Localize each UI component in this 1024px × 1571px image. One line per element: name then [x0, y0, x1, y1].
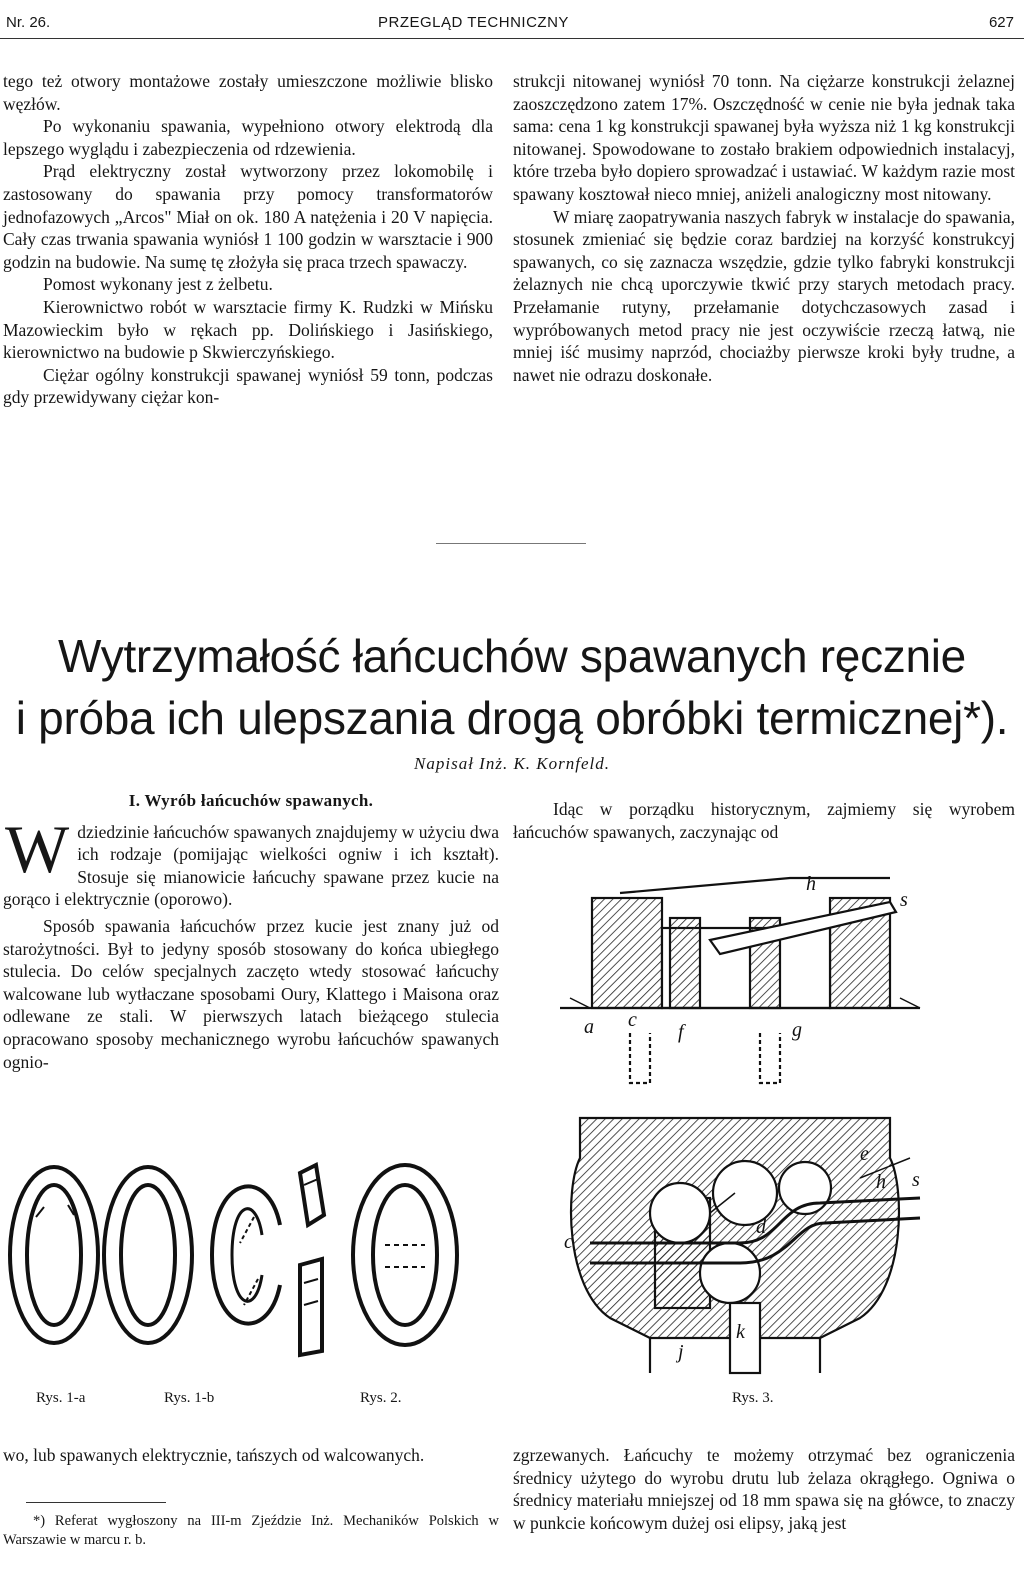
figure-label: d: [756, 1216, 766, 1238]
paragraph: W miarę zaopatrywania naszych fabryk w instalacje do spawania, stosunek zmieniać się będzie coraz bardziej na korzyść konstrukcyj spawanych, co się zaznacza wszędzie, gdzie tylko fabryki konstrukcji żelaznych nie chcą uporczywie tkwić przy starych metodach pracy. Przełamanie rutyny, przełamanie dotychczasowych zasad i wypróbowanych metod pracy nie jest oczywiście rzeczą łatwą, nie mniej iść musimy naprzód, chociażby pierwsze kroki były trudne, a nawet nie odrazu doskonałe.: [513, 206, 1015, 385]
weld-mark: [240, 1217, 258, 1305]
paragraph: Po wykonaniu spawania, wypełniono otwory elektrodą dla lepszego wyglądu i zabezpieczenia od rdzewienia.: [3, 116, 493, 159]
chain-link-drawing: [373, 1185, 437, 1325]
electrode: [670, 918, 700, 1008]
rod-drawing: [304, 1279, 318, 1305]
figure-label: e: [860, 1143, 869, 1165]
footnote: [3, 1512, 499, 1550]
top-plate: [620, 878, 890, 893]
section-divider: [436, 543, 586, 544]
roller: [713, 1161, 777, 1225]
page-number: 627: [988, 14, 1014, 31]
chain-link-drawing: [232, 1209, 262, 1301]
figure-label: k: [736, 1321, 745, 1343]
rod-drawing: [300, 1259, 322, 1355]
section-left-column: [3, 790, 499, 1073]
chain-link-drawing: [212, 1186, 280, 1323]
paragraph: tego też otwory montażowe zostały umieszczone możliwie blisko węzłów.: [3, 71, 493, 114]
rod-drawing: [304, 1179, 318, 1185]
welding-apparatus-figure: [560, 858, 980, 1383]
bottom-right-column: [513, 1444, 1015, 1534]
chain-link-drawing: [353, 1165, 457, 1345]
figure-caption: Rys. 3.: [732, 1390, 774, 1406]
paragraph: Sposób spawania łańcuchów przez kucie jest znany już od starożytności. Był to jedyny sposób stosowany do końca ubiegłego stulecia. Do celów specjalnych zaczęto wtedy stosować łańcuchy walcowane lub wytłaczane sposobami Oury, Klattego i Maisona oraz odlewane ze stali. W pierwszych latach bieżącego stulecia opracowano sposoby mechanicznego wyrobu łańcuchów spawanych ognio-: [3, 915, 499, 1072]
figure-label: j: [678, 1341, 684, 1363]
figure-caption: Rys. 1-b: [164, 1390, 215, 1406]
clamp-jaw: [592, 898, 662, 1008]
roller: [650, 1183, 710, 1243]
figure-label: c: [564, 1231, 573, 1253]
plunger: [730, 1303, 760, 1373]
section-right-column: [513, 790, 1015, 843]
paragraph: dziedzinie łańcuchów spawanych znajdujemy w użyciu dwa ich rodzaje (pomijając wielkości ogniw i ich kształt). Stosuje się mianowicie łańcuchy spawane przez kucie na gorąco i elektrycznie (oporowo).: [3, 821, 499, 910]
figure-label: s: [900, 889, 908, 911]
paragraph: Prąd elektryczny został wytworzony przez lokomobilę i zastosowany do spawania przy pomocy transformatorów jednofazowych „Arcos" Miał on ok. 180 A natężenia i 20 V napięcia. Cały czas trwania spawania wyniósł 1 100 godzin w warsztacie i 900 godzin na budowie. Na sumę tę złożyła się praca trzech spawaczy.: [3, 161, 493, 272]
link-outline: [630, 1033, 780, 1083]
bottom-left-column: [3, 1444, 499, 1467]
section-heading: I. Wyrób łańcuchów spawanych.: [128, 791, 374, 810]
figure-label: a: [584, 1016, 594, 1038]
footnote-rule: [26, 1502, 166, 1503]
paragraph: Idąc w porządku historycznym, zajmiemy się wyrobem łańcuchów spawanych, zaczynając od: [513, 799, 1015, 842]
top-left-column: [3, 70, 493, 409]
chain-link-drawing: [104, 1167, 192, 1343]
chain-link-figures: [0, 1155, 510, 1380]
figure-label: s: [912, 1169, 920, 1191]
footnote-text: *) Referat wygłoszony na III-m Zjeździe Inż. Mechaników Polskich w Warszawie w marcu r. b.: [3, 1513, 499, 1548]
weld-mark: [36, 1205, 74, 1217]
figure-label: c: [628, 1009, 637, 1031]
figure-caption: Rys. 2.: [360, 1390, 402, 1406]
header-rule: [0, 38, 1024, 39]
chain-link-drawing: [121, 1185, 175, 1325]
weld-mark: [385, 1245, 425, 1267]
figure-caption: Rys. 1-a: [36, 1390, 86, 1406]
paragraph: Ciężar ogólny konstrukcji spawanej wyniósł 59 tonn, podczas gdy przewidywany ciężar kon-: [3, 364, 493, 408]
chain-link-drawing: [27, 1185, 81, 1325]
roller: [700, 1243, 760, 1303]
paragraph: Kierownictwo robót w warsztacie firmy K. Rudzki w Mińsku Mazowieckim było w rękach pp. Dolińskiego i Jasińskiego, kierownictwo na budowie p Skwierczyńskiego.: [3, 296, 493, 363]
paragraph: strukcji nitowanej wyniósł 70 tonn. Na ciężarze konstrukcji żelaznej zaoszczędzono zatem 17%. Oszczędność w cenie nie była jednak taka sama: cena 1 kg konstrukcji spawanej była wyższa niż 1 kg konstrukcji nitowanej. Spowodowane to zostało brakiem odpowiednich instalacyj, które trzeba było dopiero sprowadzać i ustawiać. W każdym razie most spawany kosztował nieco mniej, aniżeli analogiczny most nitowany.: [513, 71, 1015, 204]
page-header: [6, 14, 1018, 36]
figure-label: h: [806, 873, 816, 895]
figure-label: g: [792, 1019, 802, 1041]
journal-title: PRZEGLĄD TECHNICZNY: [378, 14, 569, 31]
paragraph: zgrzewanych. Łańcuchy te możemy otrzymać bez ograniczenia średnicy użytego do wyrobu drutu lub żelaza okrągłego. Ogniwa o średnicy materiału mniejszej od 18 mm spawa się na główce, to znaczy w punkcie końcowym dużej osi elipsy, jaką jest: [513, 1445, 1015, 1533]
top-right-column: [513, 70, 1015, 386]
chain-link-drawing: [10, 1167, 98, 1343]
article-title-line-1: Wytrzymałość łańcuchów spawanych ręcznie: [58, 630, 966, 682]
article-title-line-2: i próba ich ulepszania drogą obróbki termicznej*).: [15, 692, 1009, 744]
paragraph: wo, lub spawanych elektrycznie, tańszych od walcowanych.: [3, 1445, 425, 1465]
article-author: Napisał Inż. K. Kornfeld.: [414, 754, 610, 773]
figure-label: h: [876, 1171, 886, 1193]
drop-cap: W: [5, 810, 70, 887]
paragraph: Pomost wykonany jest z żelbetu.: [43, 274, 273, 295]
rod-drawing: [300, 1165, 324, 1225]
figure-label: f: [678, 1021, 684, 1043]
issue-number: Nr. 26.: [6, 14, 51, 31]
